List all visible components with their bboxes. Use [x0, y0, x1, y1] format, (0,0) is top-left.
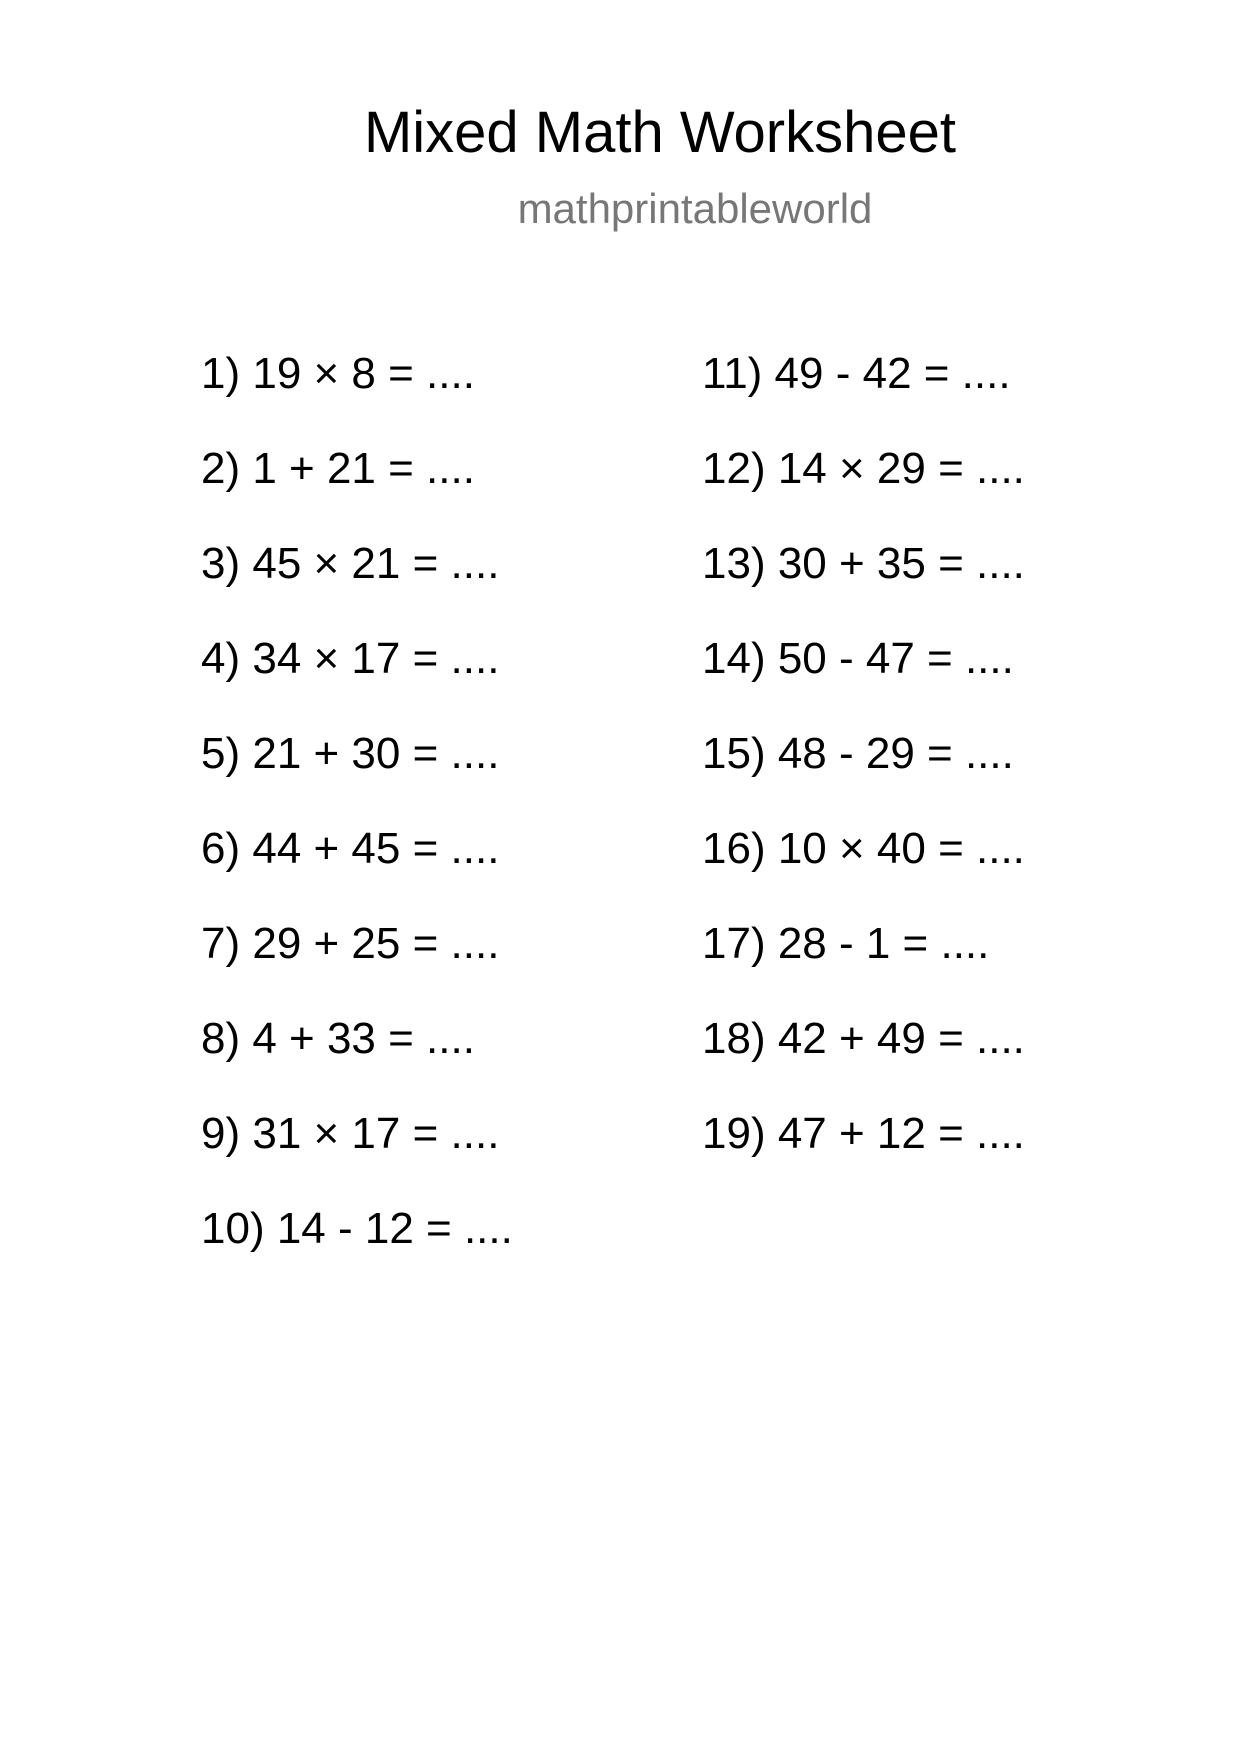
problem-item: 14) 50 - 47 = .... — [702, 634, 1014, 683]
problem-item: 8) 4 + 33 = .... — [201, 1014, 475, 1063]
problem-item: 18) 42 + 49 = .... — [702, 1014, 1025, 1063]
worksheet-title: Mixed Math Worksheet — [363, 100, 957, 165]
problem-item: 9) 31 × 17 = .... — [201, 1109, 500, 1158]
problem-item: 6) 44 + 45 = .... — [201, 824, 500, 873]
problem-item: 4) 34 × 17 = .... — [201, 634, 500, 683]
problem-item: 17) 28 - 1 = .... — [702, 919, 990, 968]
problem-item: 10) 14 - 12 = .... — [201, 1204, 513, 1253]
problem-item: 13) 30 + 35 = .... — [702, 539, 1025, 588]
problem-item: 12) 14 × 29 = .... — [702, 444, 1025, 493]
problem-column-right — [702, 348, 1025, 1203]
problem-item: 16) 10 × 40 = .... — [702, 824, 1025, 873]
problem-item: 1) 19 × 8 = .... — [201, 349, 475, 398]
problem-item: 19) 47 + 12 = .... — [702, 1109, 1025, 1158]
problem-column-left — [201, 348, 513, 1298]
problem-item: 3) 45 × 21 = .... — [201, 539, 500, 588]
problem-item: 11) 49 - 42 = .... — [702, 349, 1011, 398]
problem-item: 7) 29 + 25 = .... — [201, 919, 500, 968]
problem-item: 15) 48 - 29 = .... — [702, 729, 1014, 778]
worksheet-subtitle: mathprintableworld — [517, 185, 873, 232]
problem-item: 2) 1 + 21 = .... — [201, 444, 475, 493]
problem-item: 5) 21 + 30 = .... — [201, 729, 500, 778]
